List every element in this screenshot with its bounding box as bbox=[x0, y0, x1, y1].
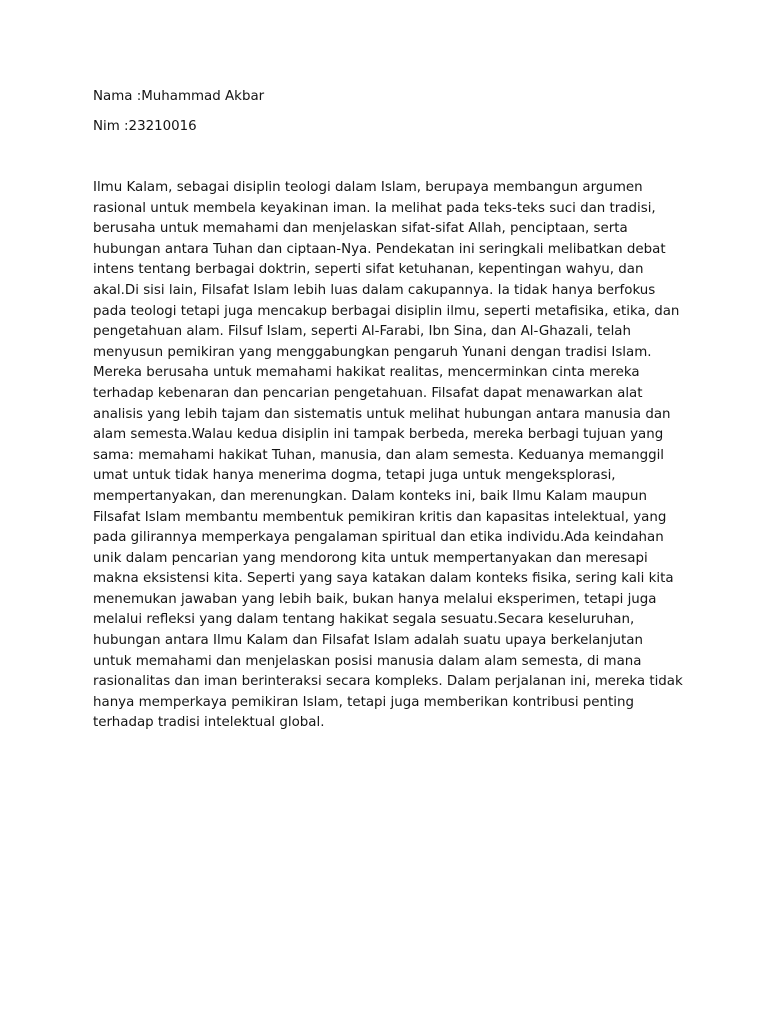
essay-line: akal.Di sisi lain, Filsafat Islam lebih luas dalam cakupannya. Ia tidak hanya berfokus bbox=[93, 282, 656, 298]
essay-line: pada gilirannya memperkaya pengalaman spiritual dan etika individu.Ada keindahan bbox=[93, 530, 664, 546]
essay-line: hubungan antara Tuhan dan ciptaan-Nya. Pendekatan ini seringkali melibatkan debat bbox=[93, 241, 666, 257]
essay-line: Filsafat Islam membantu membentuk pemikiran kritis dan kapasitas intelektual, yang bbox=[93, 509, 667, 525]
essay-line: terhadap tradisi intelektual global. bbox=[93, 715, 325, 731]
essay-line: menemukan jawaban yang lebih baik, bukan hanya melalui eksperimen, tetapi juga bbox=[93, 591, 657, 607]
essay-line: hubungan antara Ilmu Kalam dan Filsafat Islam adalah suatu upaya berkelanjutan bbox=[93, 633, 643, 649]
essay-line: rasional untuk membela keyakinan iman. Ia melihat pada teks-teks suci dan tradisi, bbox=[93, 200, 656, 216]
essay-line: terhadap kebenaran dan pencarian pengetahuan. Filsafat dapat menawarkan alat bbox=[93, 385, 643, 401]
essay-line: rasionalitas dan iman berinteraksi secara kompleks. Dalam perjalanan ini, mereka tidak bbox=[93, 674, 683, 690]
essay-line: mempertanyakan, dan merenungkan. Dalam konteks ini, baik Ilmu Kalam maupun bbox=[93, 488, 647, 504]
essay-line: sama: memahami hakikat Tuhan, manusia, dan alam semesta. Keduanya memanggil bbox=[93, 447, 665, 463]
essay-line: melalui refleksi yang dalam tentang hakikat segala sesuatu.Secara keseluruhan, bbox=[93, 612, 635, 628]
essay-line: intens tentang berbagai doktrin, seperti sifat ketuhanan, kepentingan wahyu, dan bbox=[93, 262, 644, 278]
essay-line: unik dalam pencarian yang mendorong kita untuk mempertanyakan dan meresapi bbox=[93, 550, 648, 566]
essay-line: alam semesta.Walau kedua disiplin ini tampak berbeda, mereka berbagi tujuan yang bbox=[93, 427, 664, 443]
essay-line: pengetahuan alam. Filsuf Islam, seperti Al-Farabi, Ibn Sina, dan Al-Ghazali, telah bbox=[93, 324, 631, 340]
essay-line: umat untuk tidak hanya menerima dogma, tetapi juga untuk mengeksplorasi, bbox=[93, 468, 616, 484]
student-id: Nim :23210016 bbox=[93, 119, 197, 134]
essay-line: analisis yang lebih tajam dan sistematis untuk melihat hubungan antara manusia dan bbox=[93, 406, 671, 422]
essay-line: pada teologi tetapi juga mencakup berbagai disiplin ilmu, seperti metafisika, etika, dan bbox=[93, 303, 680, 319]
essay-line: berusaha untuk memahami dan menjelaskan sifat-sifat Allah, penciptaan, serta bbox=[93, 221, 628, 237]
essay-line: makna eksistensi kita. Seperti yang saya katakan dalam konteks fisika, sering kali kita bbox=[93, 571, 674, 587]
essay-line: untuk memahami dan menjelaskan posisi manusia dalam alam semesta, di mana bbox=[93, 653, 642, 669]
essay-paragraph bbox=[93, 178, 693, 734]
essay-line: Mereka berusaha untuk memahami hakikat realitas, mencerminkan cinta mereka bbox=[93, 365, 640, 381]
essay-line: menyusun pemikiran yang menggabungkan pengaruh Yunani dengan tradisi Islam. bbox=[93, 344, 652, 360]
student-name: Nama :Muhammad Akbar bbox=[93, 89, 265, 104]
essay-line: Ilmu Kalam, sebagai disiplin teologi dalam Islam, berupaya membangun argumen bbox=[93, 180, 643, 195]
essay-line: hanya memperkaya pemikiran Islam, tetapi juga memberikan kontribusi penting bbox=[93, 694, 634, 710]
